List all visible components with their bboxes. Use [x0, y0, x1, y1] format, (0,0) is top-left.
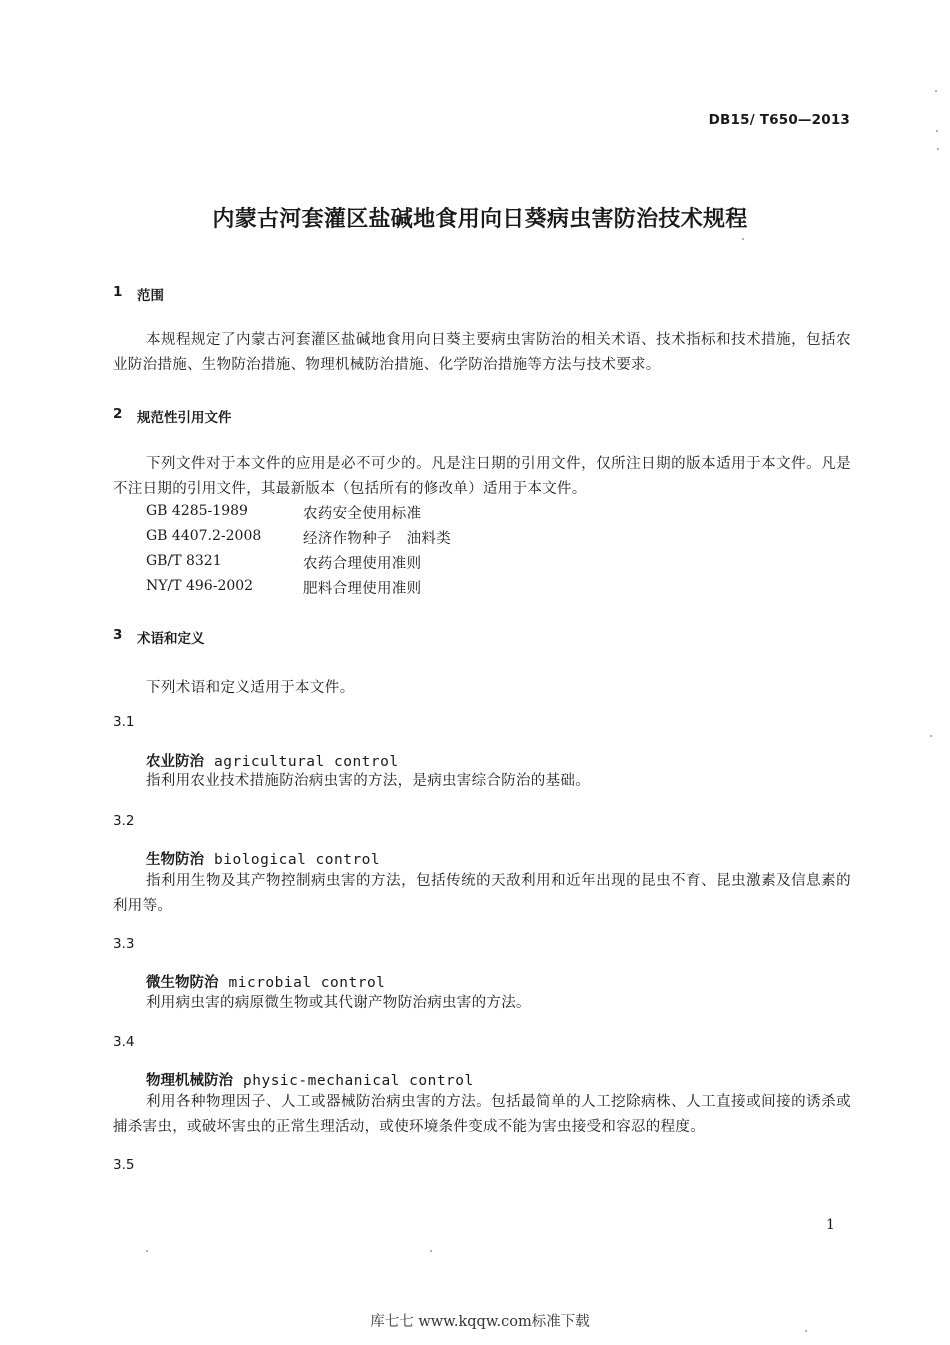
reference-title: 农药合理使用准则 [303, 556, 422, 572]
term-zh: 物理机械防治 [146, 1073, 233, 1089]
term-number: 3.5 [113, 1157, 135, 1173]
term-heading [146, 848, 380, 869]
term-number: 3.3 [113, 936, 135, 952]
term-zh: 生物防治 [146, 852, 204, 868]
footer-text: 库七七 www.kqqw.com标准下载 [370, 1314, 590, 1330]
term-heading [146, 750, 399, 771]
section-1-heading: 范围 [137, 288, 164, 304]
section-3-intro: 下列术语和定义适用于本文件。 [146, 680, 355, 696]
term-definition: 利用病虫害的病原微生物或其代谢产物防治病虫害的方法。 [146, 995, 531, 1011]
term-number: 3.2 [113, 813, 135, 829]
section-3-number: 3 [113, 627, 123, 643]
term-heading [146, 971, 385, 992]
scan-speck [937, 148, 939, 150]
reference-title: 农药安全使用标准 [303, 506, 422, 522]
section-2-heading: 规范性引用文件 [137, 410, 232, 426]
page-number: 1 [826, 1217, 835, 1233]
scan-speck [430, 1250, 432, 1252]
scan-speck [805, 1330, 807, 1332]
term-number: 3.4 [113, 1034, 135, 1050]
term-definition: 指利用农业技术措施防治病虫害的方法，是病虫害综合防治的基础。 [146, 773, 590, 789]
section-2-text: 下列文件对于本文件的应用是必不可少的。凡是注日期的引用文件，仅所注日期的版本适用于本文件。凡是不注日期的引用文件，其最新版本（包括所有的修改单）适用于本文件。 [113, 456, 851, 497]
term-heading [146, 1069, 474, 1090]
term-zh: 农业防治 [146, 754, 204, 770]
reference-title: 经济作物种子 油料类 [303, 531, 451, 547]
section-1-number: 1 [113, 284, 123, 300]
document-code: DB15/ T650—2013 [708, 112, 850, 128]
term-en: biological control [214, 852, 381, 868]
term-definition: 利用各种物理因子、人工或器械防治病虫害的方法。包括最简单的人工挖除病株、人工直接或间接的诱杀或捕杀害虫，或破坏害虫的正常生理活动，或使环境条件变成不能为害虫接受和容忍的程度。 [113, 1094, 851, 1135]
term-en: agricultural control [214, 754, 399, 770]
scan-speck [146, 1250, 148, 1252]
reference-code: GB 4407.2-2008 [146, 528, 262, 544]
scan-speck [742, 238, 744, 240]
term-en: physic-mechanical control [243, 1073, 474, 1089]
reference-title: 肥料合理使用准则 [303, 581, 422, 597]
scan-speck [930, 735, 932, 737]
term-en: microbial control [228, 975, 386, 991]
section-2-number: 2 [113, 406, 123, 422]
reference-code: NY/T 496-2002 [146, 578, 254, 594]
reference-code: GB 4285-1989 [146, 503, 248, 519]
section-3-heading: 术语和定义 [137, 631, 205, 647]
reference-code: GB/T 8321 [146, 553, 222, 569]
term-number: 3.1 [113, 714, 135, 730]
term-zh: 微生物防治 [146, 975, 219, 991]
scan-speck [936, 130, 938, 132]
term-definition: 指利用生物及其产物控制病虫害的方法，包括传统的天敌利用和近年出现的昆虫不育、昆虫激素及信息素的利用等。 [113, 873, 851, 914]
document-title: 内蒙古河套灌区盐碱地食用向日葵病虫害防治技术规程 [212, 207, 748, 232]
scan-speck [935, 90, 937, 92]
section-1-text: 本规程规定了内蒙古河套灌区盐碱地食用向日葵主要病虫害防治的相关术语、技术指标和技术措施，包括农业防治措施、生物防治措施、物理机械防治措施、化学防治措施等方法与技术要求。 [113, 332, 851, 373]
